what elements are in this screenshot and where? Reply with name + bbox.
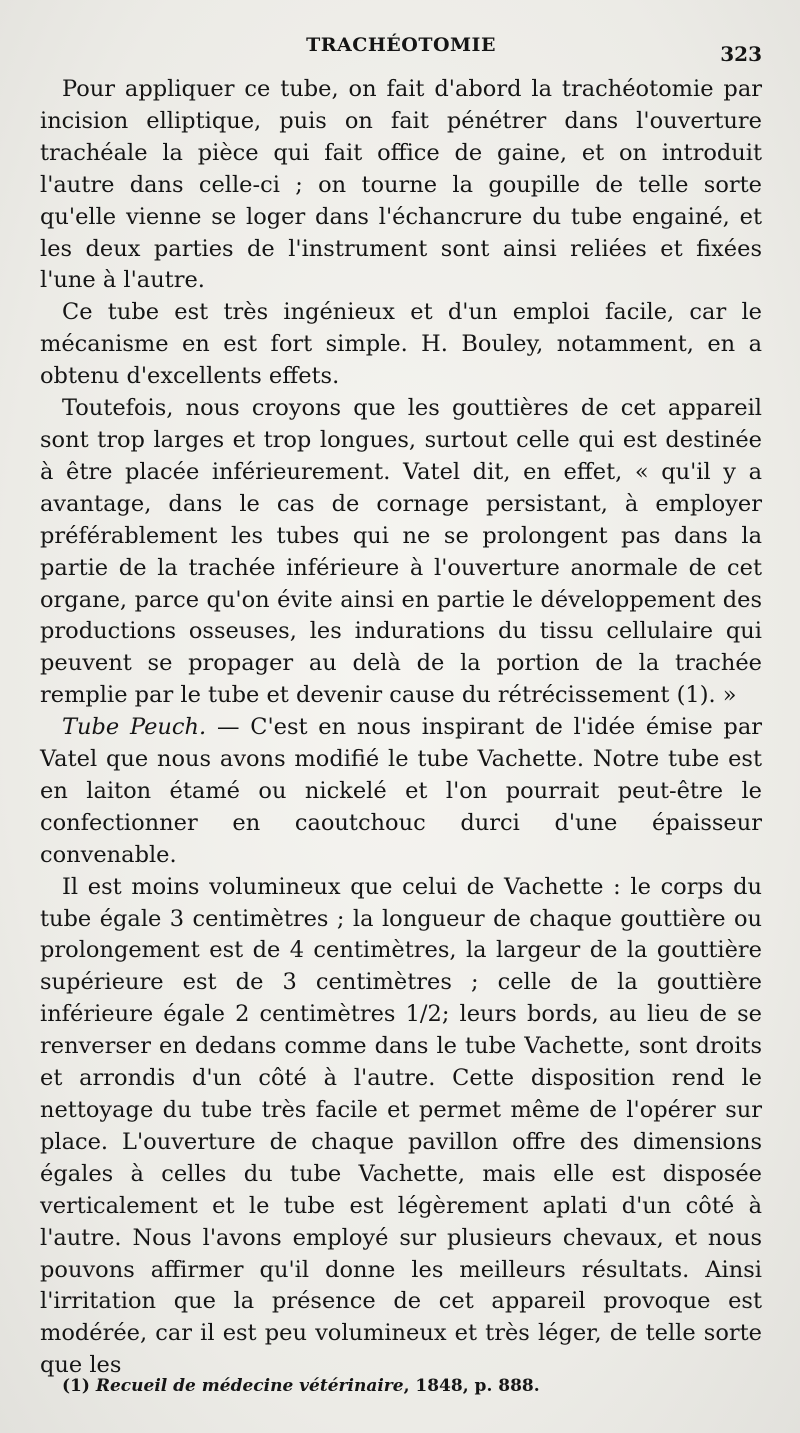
footnote-source: Recueil de médecine vétérinaire	[95, 1376, 404, 1396]
footnote-marker: (1)	[62, 1376, 90, 1396]
paragraph-text: Ce tube est très ingénieux et d'un emploi facile, car le mécanisme en est fort simple. H. Bouley, notamment, en a obtenu d'excellents effets.	[40, 299, 762, 390]
footnote-details: , 1848, p. 888.	[403, 1376, 540, 1396]
page-number: 323	[720, 42, 762, 66]
paragraph-text: Pour appliquer ce tube, on fait d'abord la trachéotomie par incision elliptique, puis on fait pénétrer dans l'ouverture trachéale la pièce qui fait office de gaine, et on introduit l'autre dans celle-ci ; on tourne la goupille de telle sorte qu'elle vienne se loger dans l'échancrure du tube engainé, et les deux parties de l'instrument sont ainsi reliées et fixées l'une à l'autre.	[40, 76, 762, 294]
paragraph-vatel-quote	[40, 393, 762, 712]
paragraph-text: Toutefois, nous croyons que les gouttières de cet appareil sont trop larges et trop longues, surtout celle qui est destinée à être placée inférieurement. Vatel dit, en effet, « qu'il y a avantage, dans le cas de cornage persistant, à employer préférablement les tubes qui ne se prolongent pas dans la partie de la trachée inférieure à l'ouverture anormale de cet organe, parce qu'on évite ainsi en partie le développement des productions osseuses, les indurations du tissu cellulaire qui peuvent se propager au delà de la portion de la trachée remplie par le tube et devenir cause du rétrécissement (1). »	[40, 395, 762, 709]
body-text	[40, 74, 762, 1382]
footnote	[62, 1376, 540, 1396]
paragraph-application	[40, 74, 762, 297]
paragraph-dimensions	[40, 872, 762, 1383]
paragraph-tube-peuch	[40, 712, 762, 872]
paragraph-ingenious	[40, 297, 762, 393]
running-head	[40, 34, 762, 74]
paragraph-text: — C'est en nous inspirant de l'idée émise par Vatel que nous avons modifié le tube Vachette. Notre tube est en laiton étamé ou nickelé et l'on pourrait peut-être le confectionner en caoutchouc durci d'une épaisseur convenable.	[40, 714, 762, 868]
paragraph-text: Il est moins volumineux que celui de Vachette : le corps du tube égale 3 centimètres ; la longueur de chaque gouttière ou prolongement est de 4 centimètres, la largeur de la gouttière supérieure est de 3 centimètres ; celle de la gouttière inférieure égale 2 centimètres 1/2; leurs bords, au lieu de se renverser en dedans comme dans le tube Vachette, sont droits et arrondis d'un côté à l'autre. Cette disposition rend le nettoyage du tube très facile et permet même de l'opérer sur place. L'ouverture de chaque pavillon offre des dimensions égales à celles du tube Vachette, mais elle est disposée verticalement et le tube est légèrement aplati d'un côté à l'autre. Nous l'avons employé sur plusieurs chevaux, et nous pouvons affirmer qu'il donne les meilleurs résultats. Ainsi l'irritation que la présence de cet appareil provoque est modérée, car il est peu volumineux et très léger, de telle sorte que les	[40, 873, 762, 1379]
running-title: TRACHÉOTOMIE	[306, 34, 496, 56]
runin-heading: Tube Peuch.	[62, 714, 207, 741]
